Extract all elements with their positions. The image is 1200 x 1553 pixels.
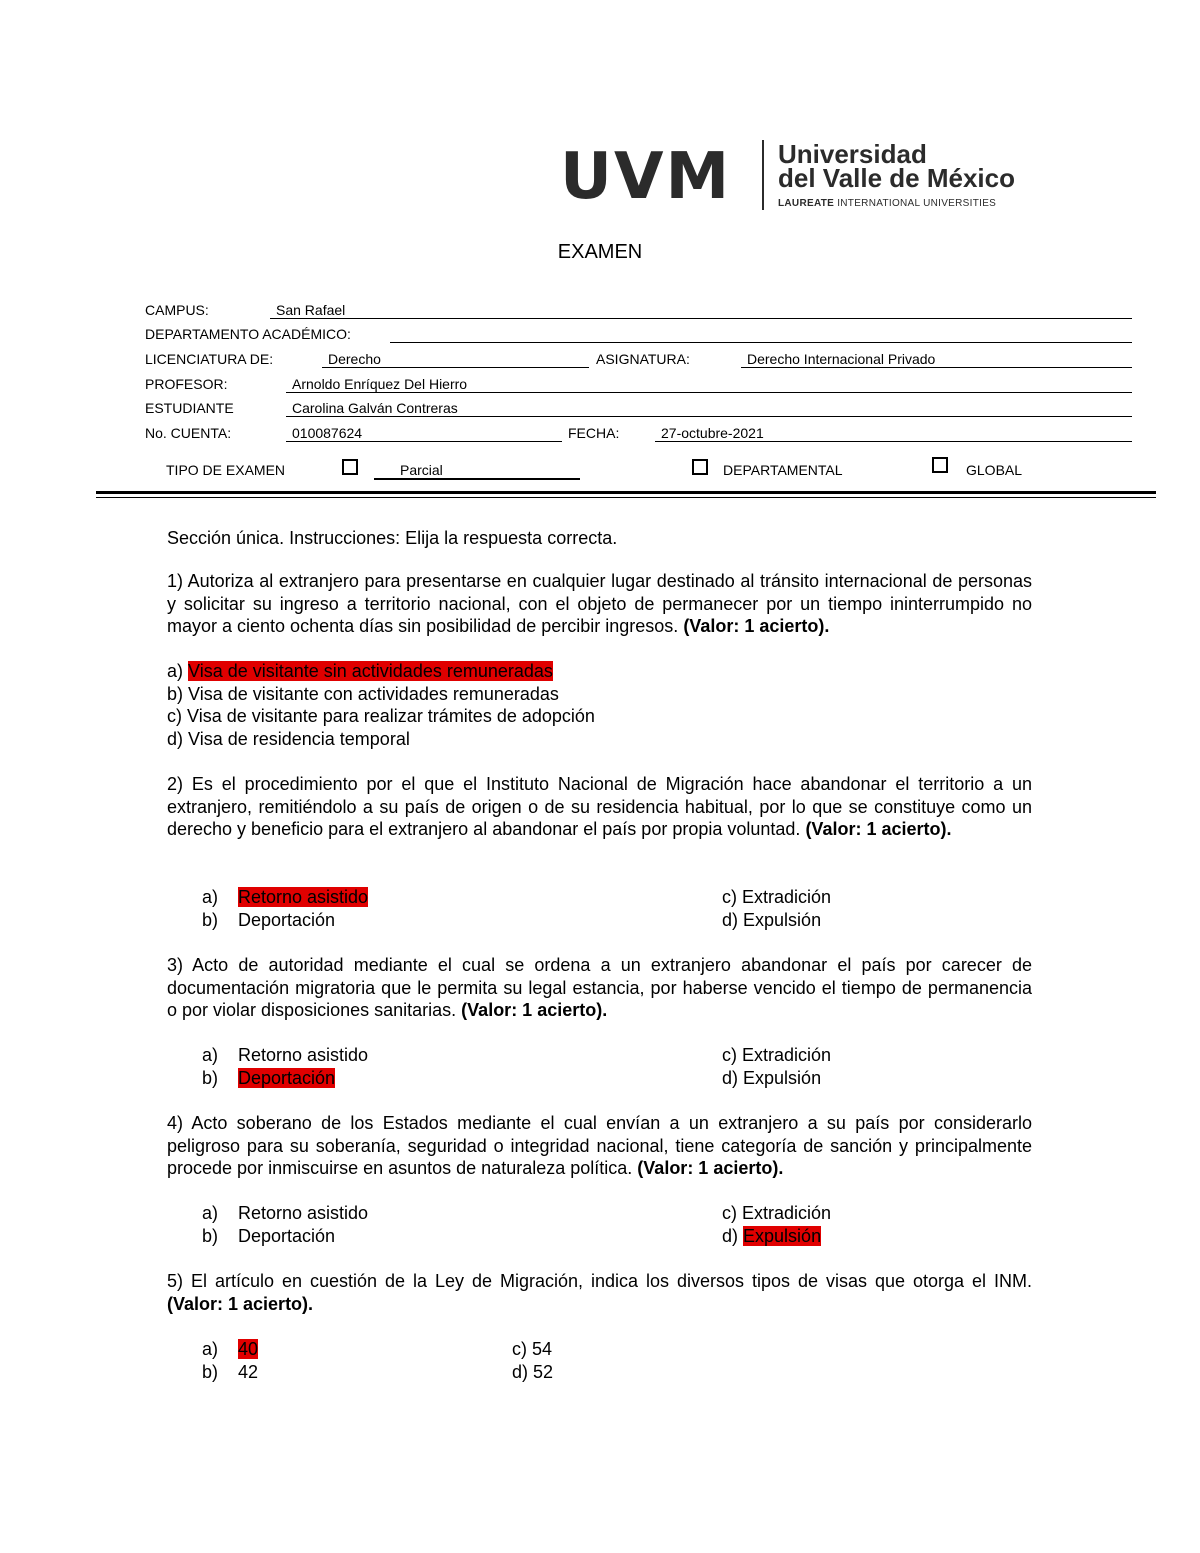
logo-divider bbox=[762, 140, 764, 210]
estudiante-field bbox=[286, 400, 1132, 417]
q5-option-c-label: c) bbox=[512, 1339, 527, 1359]
departamental-label: DEPARTAMENTAL bbox=[723, 462, 843, 478]
cuenta-field bbox=[286, 425, 562, 442]
q2-option-d-label: d) bbox=[722, 910, 739, 930]
q4-option-b-label: b) bbox=[202, 1226, 219, 1246]
campus-field bbox=[270, 302, 1132, 319]
q5-option-c-text: 54 bbox=[532, 1339, 553, 1359]
q1-option-d-label: d) bbox=[167, 729, 184, 749]
q4-option-d[interactable] bbox=[722, 1225, 821, 1248]
cuenta-value: 010087624 bbox=[292, 425, 363, 441]
question-1-value: (Valor: 1 acierto). bbox=[683, 616, 830, 637]
q1-option-d-text: Visa de residencia temporal bbox=[188, 729, 410, 749]
q4-option-c[interactable] bbox=[722, 1202, 831, 1225]
q3-option-b-text: Deportación bbox=[238, 1068, 336, 1088]
profesor-value: Arnoldo Enríquez Del Hierro bbox=[292, 376, 468, 392]
departamental-checkbox[interactable] bbox=[692, 459, 708, 475]
q3-option-d-label: d) bbox=[722, 1068, 739, 1088]
depto-field bbox=[390, 326, 1132, 343]
fecha-label: FECHA: bbox=[568, 425, 620, 441]
q1-option-b-label: b) bbox=[167, 684, 184, 704]
question-3-text: 3) Acto de autoridad mediante el cual se ordena a un extranjero abandonar el país por carecer de documentación migratoria que le permita su legal estancia, por haberse vencido el tiempo de permanencia o por violar disposiciones sanitarias. bbox=[167, 955, 1032, 1021]
profesor-label: PROFESOR: bbox=[145, 376, 228, 392]
q2-option-c[interactable] bbox=[722, 886, 831, 909]
question-5-text: 5) El artículo en cuestión de la Ley de Migración, indica los diversos tipos de visas que otorga el INM. bbox=[167, 1271, 1032, 1291]
q2-option-a-text: Retorno asistido bbox=[238, 887, 369, 907]
question-4 bbox=[167, 1112, 1032, 1180]
question-5-value: (Valor: 1 acierto). bbox=[167, 1293, 314, 1314]
header-rule-thin bbox=[96, 497, 1156, 498]
asignatura-field bbox=[741, 351, 1132, 368]
question-3 bbox=[167, 954, 1032, 1022]
q2-option-d[interactable] bbox=[722, 909, 821, 932]
asignatura-label: ASIGNATURA: bbox=[596, 351, 690, 367]
q3-option-a-text: Retorno asistido bbox=[238, 1045, 369, 1065]
question-4-value: (Valor: 1 acierto). bbox=[637, 1158, 784, 1179]
q3-option-b-label: b) bbox=[202, 1068, 219, 1088]
q2-option-b-text: Deportación bbox=[238, 910, 336, 930]
q5-option-a-label: a) bbox=[202, 1339, 219, 1359]
page-title: EXAMEN bbox=[557, 241, 643, 263]
q5-option-a-text: 40 bbox=[238, 1339, 259, 1359]
q5-option-d-label: d) bbox=[512, 1362, 529, 1382]
question-3-value: (Valor: 1 acierto). bbox=[461, 1000, 608, 1021]
parcial-checkbox[interactable] bbox=[342, 459, 358, 475]
question-1-text: 1) Autoriza al extranjero para presentarse en cualquier lugar destinado al tránsito internacional de personas y solicitar su ingreso a territorio nacional, con el objeto de permanecer por un tiempo ininterrumpido no mayor a ciento ochenta días sin posibilidad de percibir ingresos. bbox=[167, 571, 1032, 637]
logo-laureate-bold: LAUREATE bbox=[778, 198, 835, 209]
q3-option-b[interactable] bbox=[202, 1067, 335, 1090]
campus-value: San Rafael bbox=[276, 302, 346, 318]
depto-label: DEPARTAMENTO ACADÉMICO: bbox=[145, 326, 351, 342]
estudiante-value: Carolina Galván Contreras bbox=[292, 400, 458, 416]
question-2 bbox=[167, 773, 1032, 841]
q3-option-c[interactable] bbox=[722, 1044, 831, 1067]
q1-option-c-text: Visa de visitante para realizar trámites de adopción bbox=[187, 706, 595, 726]
q1-option-b-text: Visa de visitante con actividades remuneradas bbox=[188, 684, 559, 704]
q1-option-d[interactable] bbox=[167, 728, 410, 751]
q3-option-c-text: Extradición bbox=[742, 1045, 832, 1065]
question-4-text: 4) Acto soberano de los Estados mediante el cual envían a un extranjero a su país por considerarlo peligroso para su soberanía, seguridad o integridad nacional, tiene categoría de sanción y principalmente procede por inmiscuirse en asuntos de naturaleza política. bbox=[167, 1113, 1032, 1179]
q1-option-c[interactable] bbox=[167, 705, 595, 728]
q2-option-c-text: Extradición bbox=[742, 887, 832, 907]
q5-option-c[interactable] bbox=[512, 1338, 552, 1361]
depto-value bbox=[390, 326, 396, 342]
q5-option-b-text: 42 bbox=[238, 1362, 259, 1382]
q3-option-d[interactable] bbox=[722, 1067, 821, 1090]
logo-laureate-line bbox=[778, 198, 996, 209]
q1-option-b[interactable] bbox=[167, 683, 559, 706]
q1-option-a-label: a) bbox=[167, 661, 184, 681]
parcial-field bbox=[374, 462, 580, 480]
logo-laureate-rest: INTERNATIONAL UNIVERSITIES bbox=[837, 198, 997, 209]
estudiante-label: ESTUDIANTE bbox=[145, 400, 234, 416]
licenciatura-field bbox=[322, 351, 589, 368]
q3-option-c-label: c) bbox=[722, 1045, 737, 1065]
q4-option-a-text: Retorno asistido bbox=[238, 1203, 369, 1223]
asignatura-value: Derecho Internacional Privado bbox=[747, 351, 936, 367]
licenciatura-label: LICENCIATURA DE: bbox=[145, 351, 274, 367]
tipo-examen-label: TIPO DE EXAMEN bbox=[166, 462, 286, 478]
q4-option-d-label: d) bbox=[722, 1226, 739, 1246]
header-rule-thick bbox=[96, 491, 1156, 494]
licenciatura-value: Derecho bbox=[328, 351, 381, 367]
parcial-value: Parcial bbox=[400, 462, 443, 478]
q4-option-a[interactable] bbox=[202, 1202, 368, 1225]
q2-option-d-text: Expulsión bbox=[743, 910, 822, 930]
q2-option-c-label: c) bbox=[722, 887, 737, 907]
q1-option-a-text: Visa de visitante sin actividades remuneradas bbox=[188, 661, 553, 681]
cuenta-label: No. CUENTA: bbox=[145, 425, 232, 441]
q4-option-c-text: Extradición bbox=[742, 1203, 832, 1223]
uvm-logo-mark: UVM bbox=[560, 140, 732, 214]
profesor-field bbox=[286, 376, 1132, 393]
q5-option-d[interactable] bbox=[512, 1361, 553, 1384]
question-2-value: (Valor: 1 acierto). bbox=[805, 819, 952, 840]
q2-option-b[interactable] bbox=[202, 909, 335, 932]
q3-option-a-label: a) bbox=[202, 1045, 219, 1065]
q5-option-a[interactable] bbox=[202, 1338, 258, 1361]
q5-option-d-text: 52 bbox=[533, 1362, 554, 1382]
global-checkbox[interactable] bbox=[932, 457, 948, 473]
fecha-field bbox=[655, 425, 1132, 442]
q4-option-d-text: Expulsión bbox=[743, 1226, 822, 1246]
q1-option-c-label: c) bbox=[167, 706, 182, 726]
q5-option-b[interactable] bbox=[202, 1361, 258, 1384]
logo-university-line2: del Valle de México bbox=[778, 163, 1015, 193]
q2-option-a[interactable] bbox=[202, 886, 368, 909]
campus-label: CAMPUS: bbox=[145, 302, 209, 318]
q2-option-b-label: b) bbox=[202, 910, 219, 930]
q4-option-a-label: a) bbox=[202, 1203, 219, 1223]
logo-university-line1: Universidad bbox=[778, 139, 927, 169]
q2-option-a-label: a) bbox=[202, 887, 219, 907]
section-instructions: Sección única. Instrucciones: Elija la respuesta correcta. bbox=[167, 528, 618, 548]
q3-option-d-text: Expulsión bbox=[743, 1068, 822, 1088]
q4-option-b[interactable] bbox=[202, 1225, 335, 1248]
q4-option-b-text: Deportación bbox=[238, 1226, 336, 1246]
q4-option-c-label: c) bbox=[722, 1203, 737, 1223]
question-2-text: 2) Es el procedimiento por el que el Instituto Nacional de Migración hace abandonar el territorio a un extranjero, remitiéndolo a su país de origen o de su residencia habitual, por lo que se constituye como un derecho y beneficio para el extranjero al abandonar el país por propia voluntad. bbox=[167, 774, 1032, 840]
global-label: GLOBAL bbox=[966, 462, 1023, 478]
q1-option-a[interactable] bbox=[167, 660, 553, 683]
q3-option-a[interactable] bbox=[202, 1044, 368, 1067]
fecha-value: 27-octubre-2021 bbox=[661, 425, 764, 441]
q5-option-b-label: b) bbox=[202, 1362, 219, 1382]
question-1 bbox=[167, 570, 1032, 638]
question-5 bbox=[167, 1270, 1032, 1315]
